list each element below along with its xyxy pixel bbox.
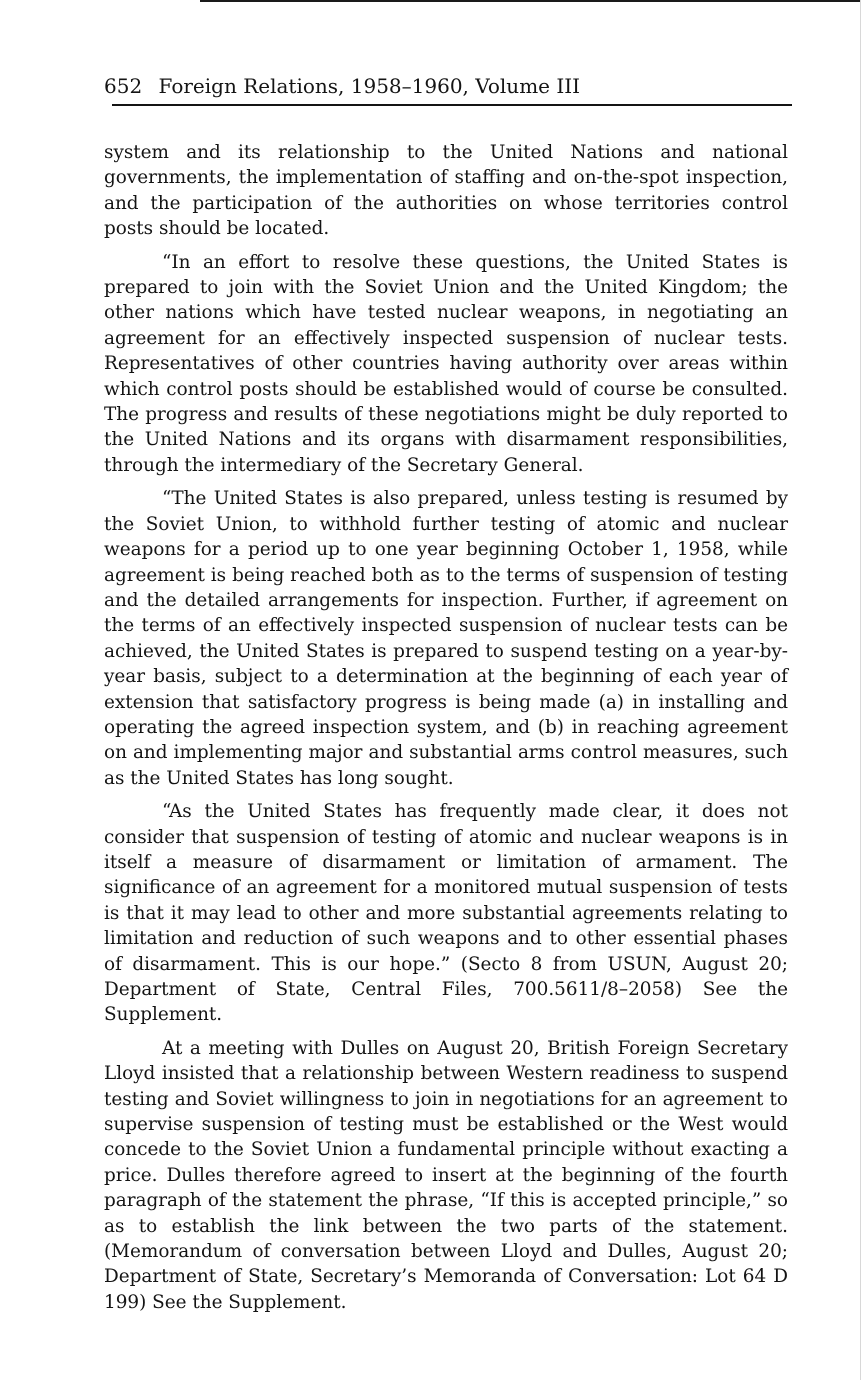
page (104, 70, 788, 102)
header-rule (112, 104, 792, 106)
volume-title: Foreign Relations, 1958–1960, Volume III (158, 74, 581, 98)
paragraph-disarmament: “As the United States has frequently made clear, it does not consider that suspension of testing of atomic and nuclear weapons is in itself a measure of disarmament or limitation of armament. The significance of an agreement for a monitored mutual suspension of tests is that it may lead to other and more substantial agreements relating to limitation and reduction of such weapons and to other essential phases of disarmament. This is our hope.” (Secto 8 from USUN, August 20; Department of State, Central Files, 700.5611/8–2058) See the Supplement. (104, 801, 788, 1026)
running-head (104, 70, 788, 102)
paragraph-negotiations: “In an effort to resolve these questions, the United States is prepared to join with the Soviet Union and the United Kingdom; the other nations which have tested nuclear weapons, in negotiating an agreement for an effectively inspected suspension of nuclear tests. Representatives of other countries having authority over areas within which control posts should be established would of course be consulted. The progress and results of these negotiations might be duly reported to the United Nations and its organs with disarmament responsibilities, through the intermediary of the Secretary General. (104, 251, 788, 476)
paragraph-withhold-testing: “The United States is also prepared, unless testing is resumed by the Soviet Union, to withhold further testing of atomic and nuclear weapons for a period up to one year beginning October 1, 1958, while agreement is being reached both as to the terms of suspension of testing and the detailed arrangements for inspection. Further, if agreement on the terms of an effectively inspected suspension of nuclear tests can be achieved, the United States is prepared to suspend testing on a year-by-year basis, subject to a determination at the beginning of each year of extension that satisfactory progress is being made (a) in installing and operating the agreed inspection system, and (b) in reaching agreement on and implementing major and substantial arms control measures, such as the United States has long sought. (104, 488, 788, 789)
scan-top-edge (200, 0, 861, 2)
paragraph-continuation: system and its relationship to the United Nations and national governments, the implementation of staffing and on-the-spot inspection, and the participation of the authorities on whose territories control posts should be located. (104, 142, 788, 240)
body-text (104, 140, 788, 1323)
paragraph-dulles-lloyd: At a meeting with Dulles on August 20, British Foreign Secretary Lloyd insisted that a relationship between Western readiness to suspend testing and Soviet willingness to join in negotiations for an agreement to supervise suspension of testing must be established or the West would concede to the Soviet Union a fundamental principle without exacting a price. Dulles therefore agreed to insert at the beginning of the fourth paragraph of the statement the phrase, “If this is accepted principle,” so as to establish the link between the two parts of the statement. (Memorandum of conversation between Lloyd and Dulles, August 20; Department of State, Secretary’s Memoranda of Conversation: Lot 64 D 199) See the Supplement. (104, 1037, 788, 1313)
page-number: 652 (104, 74, 143, 98)
